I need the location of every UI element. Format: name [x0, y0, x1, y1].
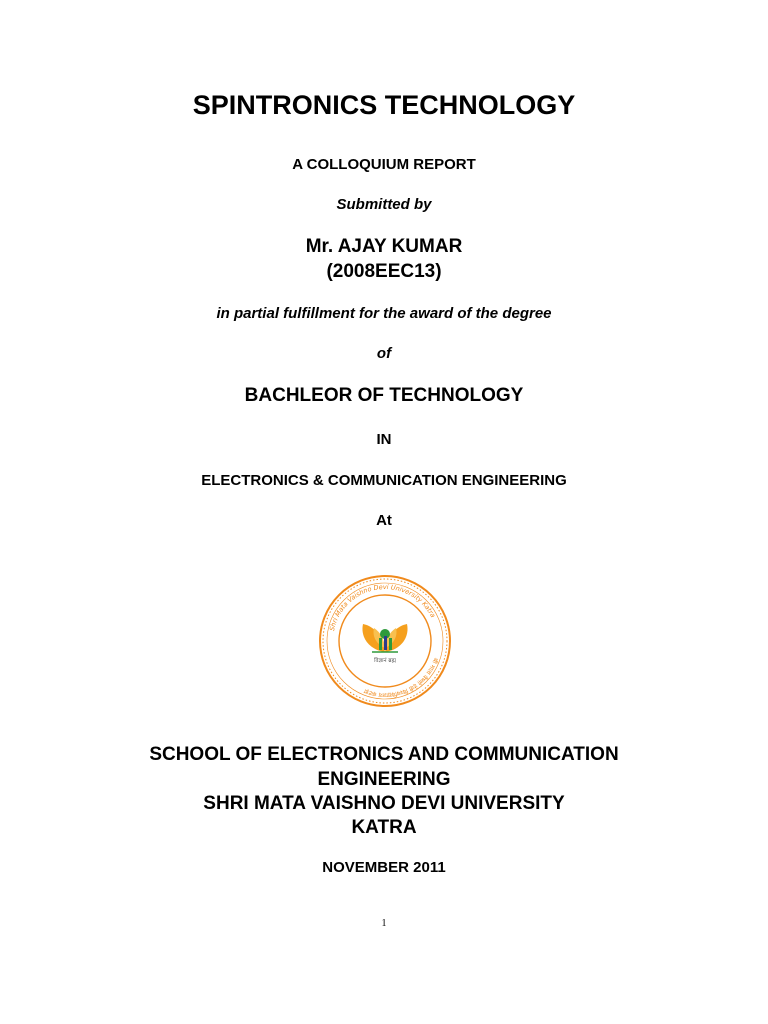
university-name: SHRI MATA VAISHNO DEVI UNIVERSITY: [203, 793, 565, 814]
page-number: 1: [381, 918, 387, 929]
svg-text:Shri Mata Vaishno Devi Univers: Shri Mata Vaishno Devi University Katra: [328, 582, 437, 632]
svg-text:विज्ञानं ब्रह्म: विज्ञानं ब्रह्म: [374, 658, 396, 664]
degree-name: BACHLEOR OF TECHNOLOGY: [244, 385, 524, 406]
svg-text:श्री माता वैष्णो देवी विश्वविद: श्री माता वैष्णो देवी विश्वविद्यालय कटड़ा: [363, 656, 440, 699]
submitted-by-label: Submitted by: [336, 196, 432, 213]
report-title: SPINTRONICS TECHNOLOGY: [192, 90, 576, 120]
partial-fulfillment-text: in partial fulfillment for the award of the degree: [216, 305, 552, 322]
at-text: At: [376, 512, 392, 529]
report-type: A COLLOQUIUM REPORT: [292, 156, 476, 173]
school-name-line1: SCHOOL OF ELECTRONICS AND COMMUNICATION: [149, 744, 619, 765]
city-name: KATRA: [351, 817, 417, 838]
report-date: NOVEMBER 2011: [322, 859, 446, 876]
university-seal-logo: [318, 574, 452, 708]
in-text: IN: [376, 431, 392, 448]
author-name: Mr. AJAY KUMAR: [305, 236, 463, 257]
school-name-line2: ENGINEERING: [317, 769, 451, 790]
of-text: of: [376, 345, 392, 362]
roll-number: (2008EEC13): [326, 261, 442, 282]
branch-name: ELECTRONICS & COMMUNICATION ENGINEERING: [201, 472, 567, 489]
